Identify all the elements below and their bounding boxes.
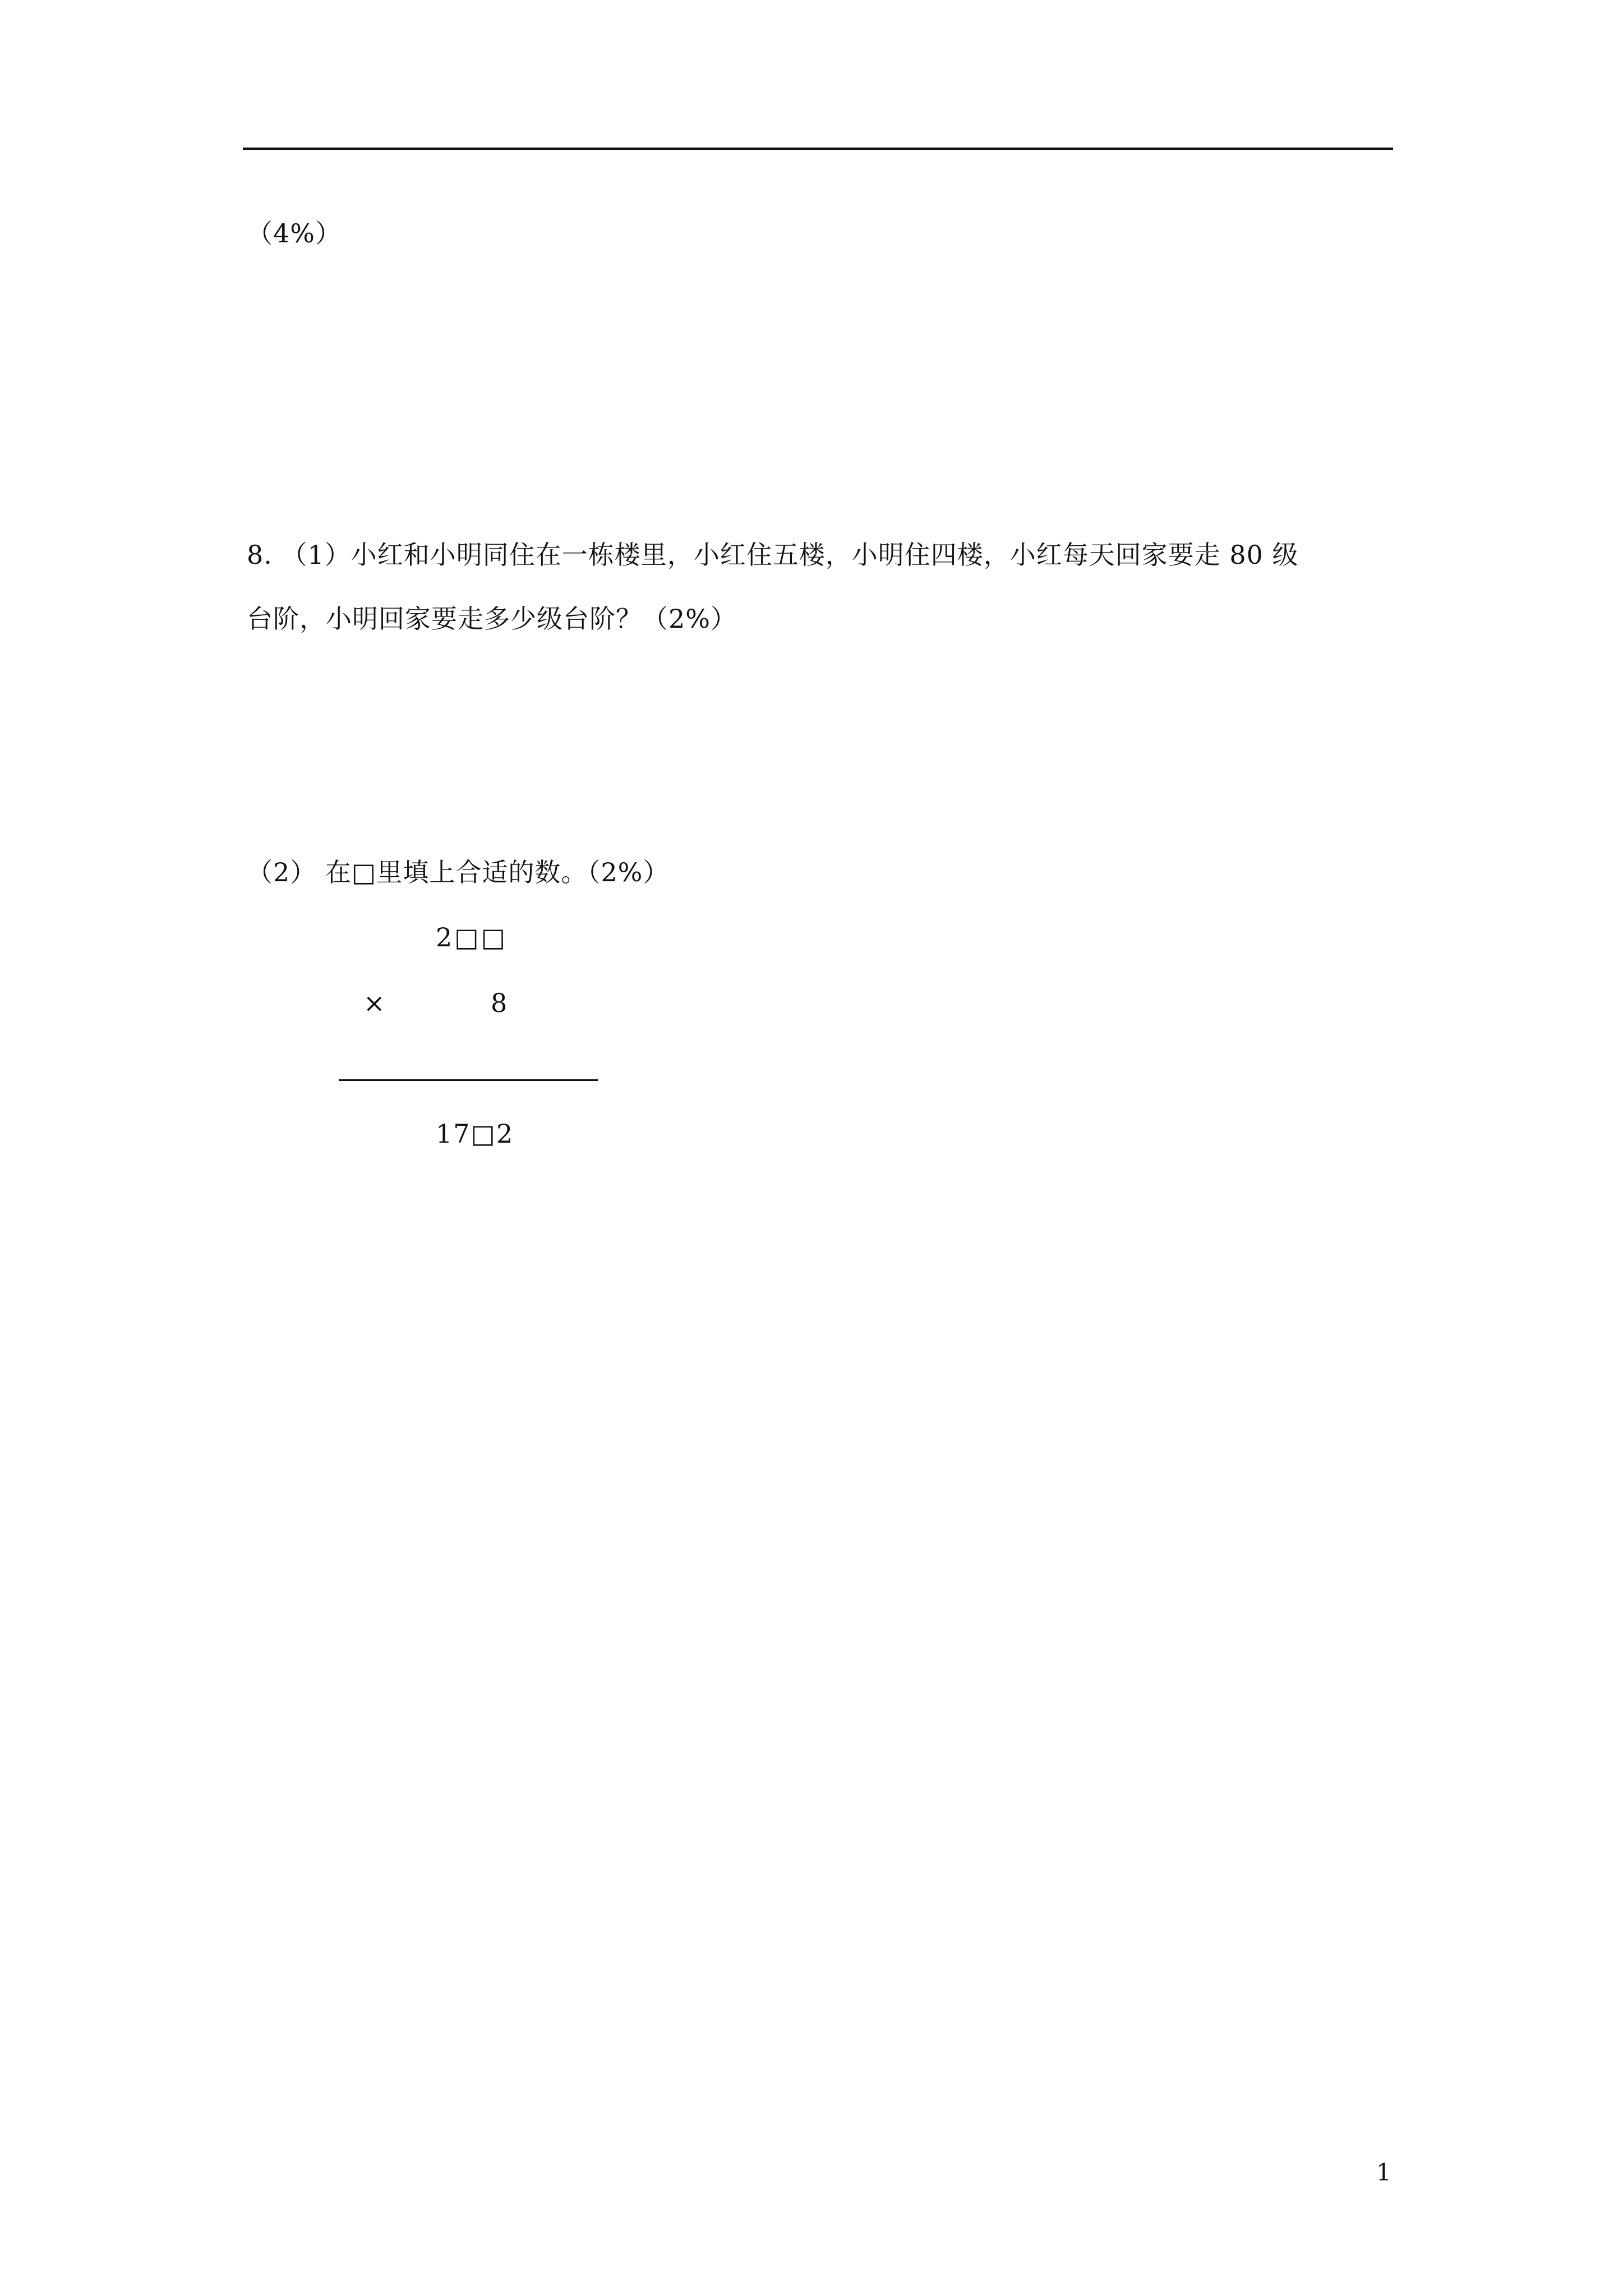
multiplier: 8 — [491, 988, 508, 1018]
header-rule — [243, 148, 1393, 150]
score-label: （4%） — [247, 218, 342, 249]
product: 17□2 — [436, 1119, 514, 1149]
page-number: 1 — [1376, 2159, 1391, 2186]
question-8-part2: （2） 在□里填上合适的数。（2%） — [247, 857, 670, 887]
multiplication-rule — [339, 1079, 598, 1081]
question-8-part1-line2: 台阶，小明回家要走多少级台阶？（2%） — [247, 604, 737, 634]
multiply-sign: × — [363, 988, 386, 1018]
multiplicand: 2□□ — [436, 922, 508, 953]
question-8-part1-line1: 8. （1）小红和小明同住在一栋楼里，小红住五楼，小明住四楼，小红每天回家要走 80 级 — [247, 540, 1299, 570]
